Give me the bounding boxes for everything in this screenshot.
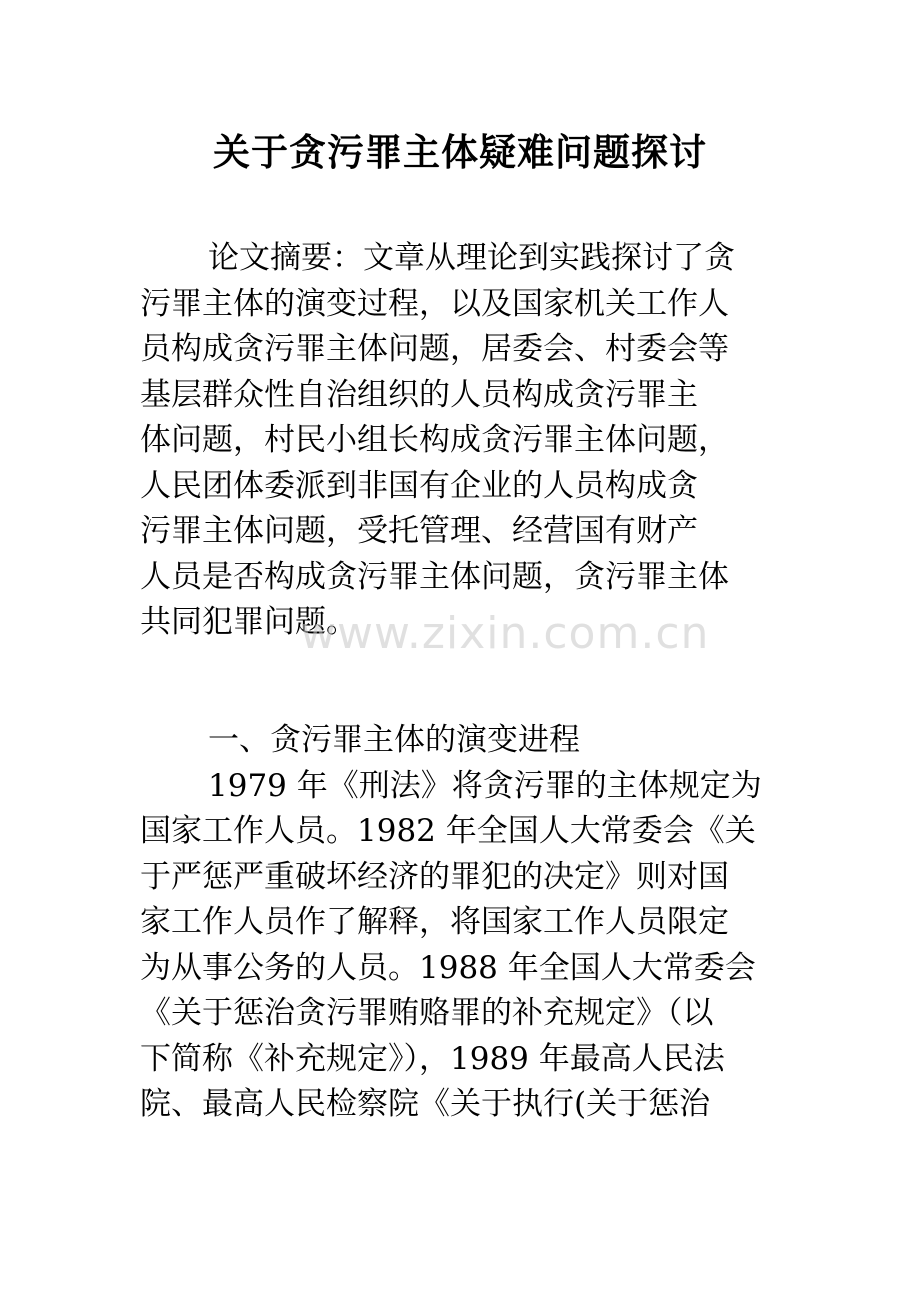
abstract-line: 污罪主体的演变过程，以及国家机关工作人 [140, 285, 729, 322]
abstract-line: 人员是否构成贪污罪主体问题，贪污罪主体 [140, 558, 729, 595]
watermark-text: www.zixin.com.cn [300, 608, 710, 659]
section-line: 于严惩严重破坏经济的罪犯的决定》则对国 [140, 858, 729, 895]
abstract-line: 员构成贪污罪主体问题，居委会、村委会等 [140, 331, 729, 367]
abstract-paragraph [140, 236, 790, 646]
abstract-line: 体问题，村民小组长构成贪污罪主体问题， [140, 422, 729, 458]
abstract-line: 污罪主体问题，受托管理、经营国有财产 [140, 513, 698, 549]
abstract-line: 共同犯罪问题。 [140, 604, 357, 640]
abstract-line: 论文摘要：文章从理论到实践探讨了贪 [208, 240, 735, 276]
section-line: 为从事公务的人员。1988 年全国人大常委会 [140, 949, 756, 986]
abstract-line: 基层群众性自治组织的人员构成贪污罪主 [140, 376, 698, 413]
section-one [140, 718, 790, 1128]
section-line: 1979 年《刑法》将贪污罪的主体规定为 [208, 767, 762, 804]
section-line: 国家工作人员。1982 年全国人大常委会《关 [140, 813, 756, 849]
document-title: 关于贪污罪主体疑难问题探讨 [213, 130, 707, 174]
section-line: 下简称《补充规定》），1989 年最高人民法 [140, 1040, 725, 1077]
abstract-line: 人民团体委派到非国有企业的人员构成贪 [140, 467, 698, 504]
section-heading: 一、贪污罪主体的演变进程 [208, 722, 580, 758]
section-line: 《关于惩治贪污罪贿赂罪的补充规定》（以 [140, 995, 714, 1031]
section-line: 院、最高人民检察院《关于执行(关于惩治 [140, 1086, 711, 1122]
section-line: 家工作人员作了解释，将国家工作人员限定 [140, 904, 729, 940]
